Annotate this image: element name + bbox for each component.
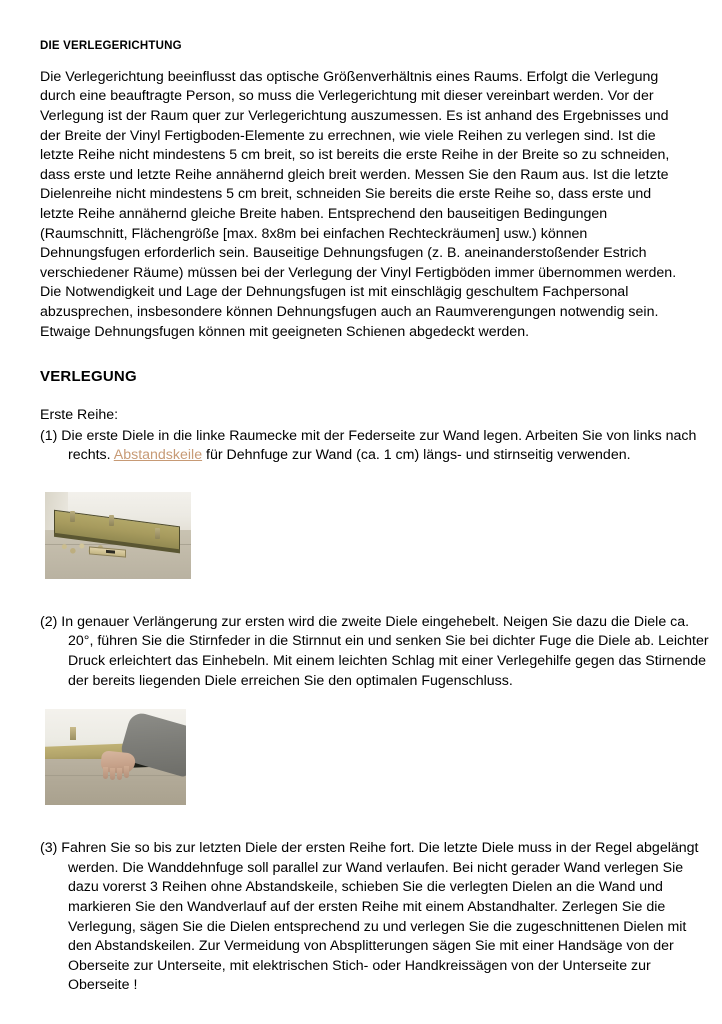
step-1-text-before-link: Die erste Diele in die linke Raumecke mit der Federseite zur Wand legen. Arbeiten Sie von links nach rechts.	[61, 427, 697, 464]
heading-verlegung: VERLEGUNG	[40, 368, 137, 386]
heading-verlegerichtung: DIE VERLEGERICHTUNG	[40, 40, 182, 52]
spacer	[40, 805, 694, 839]
step-3-number: (3)	[40, 840, 58, 857]
photo1-spacer-wedge	[109, 515, 114, 526]
photo2-finger	[117, 768, 122, 780]
photo-zweite-diele-einheben	[45, 709, 186, 805]
subheading-erste-reihe: Erste Reihe:	[40, 407, 119, 424]
spacer	[40, 466, 694, 492]
photo1-spacer-wedge	[70, 511, 75, 522]
photo1-spacer-wedge	[155, 528, 160, 539]
photo-erste-diele-raumecke	[45, 492, 191, 579]
step-1-text-after-link: für Dehnfuge zur Wand (ca. 1 cm) längs- und stirnseitig verwenden.	[202, 447, 631, 464]
spacer	[40, 691, 694, 709]
step-2-text: In genauer Verlängerung zur ersten wird die zweite Diele eingehebelt. Neigen Sie dazu die Diele ca. 20°, führen Sie die Stirnfeder in die Stirnnut ein und senken Sie bei dichter Fuge die Diele ab. Leichter Druck erleichtert das Einhebeln. Mit einem leichten Schlag mit einer Verlegehilfe gegen das Stirnende der bereits liegenden Diele erreichen Sie den optimalen Fugenschluss.	[61, 613, 709, 689]
step-2-number: (2)	[40, 613, 58, 630]
photo2-finger	[124, 766, 129, 778]
paragraph-verlegerichtung: Die Verlegerichtung beeinflusst das optische Größenverhältnis eines Raums. Erfolgt die Verlegung durch eine beauftragte Person, so muss die Verlegerichtung mit dieser vereinbart werden. Vor der Verlegung ist der Raum quer zur Verlegerichtung auszumessen. Es ist anhand des Ergebnisses und der Breite der Vinyl Fertigboden-Elemente zu errechnen, wie viele Reihen zu verlegen sind. Ist die letzte Reihe nicht mindestens 5 cm breit, so ist bereits die erste Reihe in der Breite so zu schneiden, dass erste und letzte Reihe annähernd gleich breit werden. Messen Sie den Raum aus. Ist die letzte Dielenreihe nicht mindestens 5 cm breit, schneiden Sie bereits die erste Reihe so, dass erste und letzte Reihe annähernd gleiche Breite haben. Entsprechend den bauseitigen Bedingungen (Raumschnitt, Flächengröße [max. 8x8m bei einfachen Rechteckräumen] usw.) können Dehnungsfugen erforderlich sein. Bauseitige Dehnungsfugen (z. B. aneinanderstoßender Estrich verschiedener Räume) müssen bei der Verlegung der Vinyl Fertigböden immer übernommen werden. Die Notwendigkeit und Lage der Dehnungsfugen ist mit einschlägig geschultem Fachpersonal abzusprechen, insbesondere können Dehnungsfugen auch an Raumverengungen notwendig sein. Etwaige Dehnungsfugen können mit geeigneten Schienen abgedeckt werden.	[40, 68, 677, 340]
step-3	[40, 839, 713, 996]
photo2-finger	[110, 768, 115, 780]
photo2-finger	[103, 767, 108, 779]
step-1	[40, 427, 713, 466]
photo2-spacer-wedge	[70, 727, 76, 740]
step-1-number: (1)	[40, 427, 58, 444]
abstandskeile-link[interactable]: Abstandskeile	[113, 447, 203, 464]
spacer	[40, 579, 694, 613]
step-2	[40, 613, 713, 691]
step-3-text: Fahren Sie so bis zur letzten Diele der ersten Reihe fort. Die letzte Diele muss in der Regel abgelängt werden. Die Wanddehnfuge soll parallel zur Wand verlaufen. Bei nicht gerader Wand verlegen Sie dazu vorerst 3 Reihen ohne Abstandskeile, schieben Sie die verlegten Dielen an die Wand und markieren Sie den Wandverlauf auf der ersten Reihe mit einem Abstandhalter. Zerlegen Sie die Verlegung, sägen Sie die Dielen entsprechend zu und verlegen Sie die zugeschnittenen Dielen mit den Abstandskeilen. Zur Vermeidung von Absplitterungen sägen Sie mit einer Handsäge von der Oberseite zur Unterseite, mit elektrischen Stich- oder Handkreissägen von der Unterseite zur Oberseite !	[61, 840, 699, 994]
